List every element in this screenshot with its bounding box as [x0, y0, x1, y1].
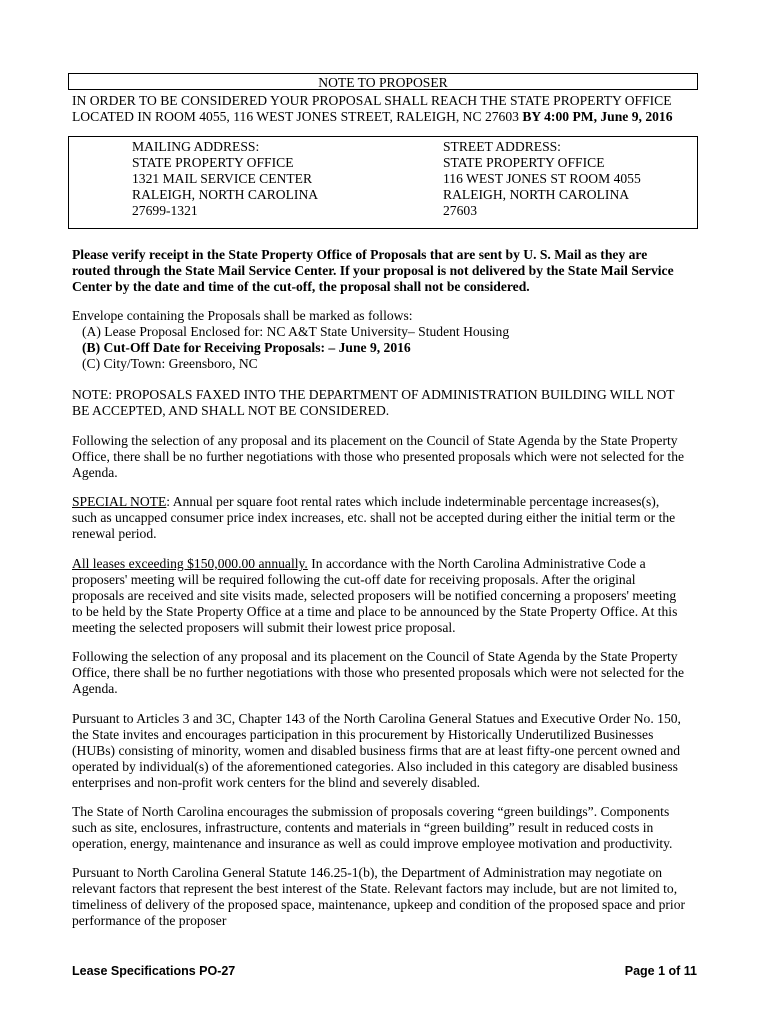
text-line: Pursuant to North Carolina General Statute 146.25-1(b), the Department of Administration may negotiate on [72, 865, 663, 880]
statute-note [72, 865, 702, 929]
envelope-item-c: (C) City/Town: Greensboro, NC [82, 356, 258, 371]
street-address-line: STATE PROPERTY OFFICE [443, 155, 605, 170]
notice-line-2 [72, 109, 673, 125]
text-line: relevant factors that represent the best interest of the State. Relevant factors may include, but are not limited to, [72, 881, 678, 896]
text-line: the State invites and encourages participation in this procurement by Historically Underutilized Businesses [72, 727, 654, 742]
leases-note-label: All leases exceeding $150,000.00 annually. [72, 556, 308, 571]
special-note [72, 494, 702, 542]
text-line: Agenda. [72, 681, 118, 696]
envelope-item-b: (B) Cut-Off Date for Receiving Proposals: – June 9, 2016 [82, 340, 411, 355]
street-address-line: 27603 [443, 203, 477, 218]
notice-title: NOTE TO PROPOSER [318, 75, 448, 90]
mailing-address-line: RALEIGH, NORTH CAROLINA [132, 187, 319, 202]
special-note-label: SPECIAL NOTE [72, 494, 167, 509]
notice-location: LOCATED IN ROOM 4055, 116 WEST JONES STREET, RALEIGH, NC 27603 [72, 109, 523, 124]
special-note-text: : Annual per square foot rental rates which include indeterminable percentage increases(s), [166, 494, 660, 509]
text-line: proposers' meeting will be required following the cut-off date for receiving proposals. After the original [72, 572, 636, 587]
text-line: Center by the date and time of the cut-off, the proposal shall not be considered. [72, 279, 530, 294]
leases-note [72, 556, 702, 636]
text-line [72, 494, 702, 510]
envelope-item-a: (A) Lease Proposal Enclosed for: NC A&T State University– Student Housing [82, 324, 510, 339]
text-line: Office, there shall be no further negotiations with those who presented proposals which were not selected for the [72, 449, 685, 464]
street-address-label: STREET ADDRESS: [443, 139, 561, 154]
text-line: (HUBs) consisting of minority, women and disabled business firms that are at least fifty-one percent owned and [72, 743, 681, 758]
hub-note [72, 711, 702, 791]
text-line: performance of the proposer [72, 913, 227, 928]
text-line: Pursuant to Articles 3 and 3C, Chapter 143 of the North Carolina General Statues and Executive Order No. 150, [72, 711, 681, 726]
text-line: Agenda. [72, 465, 118, 480]
envelope-instructions [72, 308, 702, 372]
leases-note-text: In accordance with the North Carolina Administrative Code a [307, 556, 646, 571]
text-line: proposals are received and site visits made, selected proposers will be notified concerning a proposers' meeting [72, 588, 677, 603]
text-line: enterprises and non-profit work centers for the blind and severely disabled. [72, 775, 481, 790]
street-address [443, 139, 641, 219]
mailing-address-line: STATE PROPERTY OFFICE [132, 155, 294, 170]
text-line: such as uncapped consumer price index increases, etc. shall not be accepted during either the initial term or the [72, 510, 676, 525]
text-line: renewal period. [72, 526, 157, 541]
verify-receipt-notice [72, 247, 702, 295]
mailing-address-line: 27699-1321 [132, 203, 198, 218]
text-line: NOTE: PROPOSALS FAXED INTO THE DEPARTMENT OF ADMINISTRATION BUILDING WILL NOT [72, 387, 675, 402]
notice-line-1: IN ORDER TO BE CONSIDERED YOUR PROPOSAL SHALL REACH THE STATE PROPERTY OFFICE [72, 93, 672, 108]
text-line: Office, there shall be no further negotiations with those who presented proposals which were not selected for the [72, 665, 685, 680]
notice-deadline: BY 4:00 PM, June 9, 2016 [522, 109, 673, 124]
envelope-intro: Envelope containing the Proposals shall be marked as follows: [72, 308, 413, 323]
fax-note [72, 387, 702, 419]
mailing-address [132, 139, 318, 219]
text-line: Please verify receipt in the State Property Office of Proposals that are sent by U. S. Mail as they are [72, 247, 648, 262]
footer-document-id: Lease Specifications PO-27 [72, 964, 236, 978]
text-line: Following the selection of any proposal and its placement on the Council of State Agenda by the State Property [72, 433, 678, 448]
text-line: operated by individual(s) of the aforementioned categories. Also included in this category are disabled business [72, 759, 678, 774]
text-line: operation, energy, maintenance and insurance as well as could improve employee motivation and productivity. [72, 836, 673, 851]
text-line: such as site, enclosures, infrastructure, contents and materials in “green building” result in reduced costs in [72, 820, 654, 835]
text-line: BE ACCEPTED, AND SHALL NOT BE CONSIDERED. [72, 403, 390, 418]
mailing-address-label: MAILING ADDRESS: [132, 139, 260, 154]
street-address-line: 116 WEST JONES ST ROOM 4055 [443, 171, 641, 186]
green-buildings-note [72, 804, 702, 852]
selection-note [72, 433, 702, 481]
text-line: routed through the State Mail Service Center. If your proposal is not delivered by the State Mail Service [72, 263, 674, 278]
selection-note [72, 649, 702, 697]
text-line: Following the selection of any proposal and its placement on the Council of State Agenda by the State Property [72, 649, 678, 664]
text-line [72, 556, 702, 572]
footer-page-number: Page 1 of 11 [624, 964, 697, 978]
text-line: timeliness of delivery of the proposed space, maintenance, upkeep and condition of the proposed space and prior [72, 897, 686, 912]
text-line: to be held by the State Property Office at a time and place to be announced by the State Property Office. At this [72, 604, 678, 619]
street-address-line: RALEIGH, NORTH CAROLINA [443, 187, 630, 202]
text-line: meeting the selected proposers will submit their lowest price proposal. [72, 620, 456, 635]
mailing-address-line: 1321 MAIL SERVICE CENTER [132, 171, 313, 186]
text-line: The State of North Carolina encourages the submission of proposals covering “green buildings”. Components [72, 804, 670, 819]
